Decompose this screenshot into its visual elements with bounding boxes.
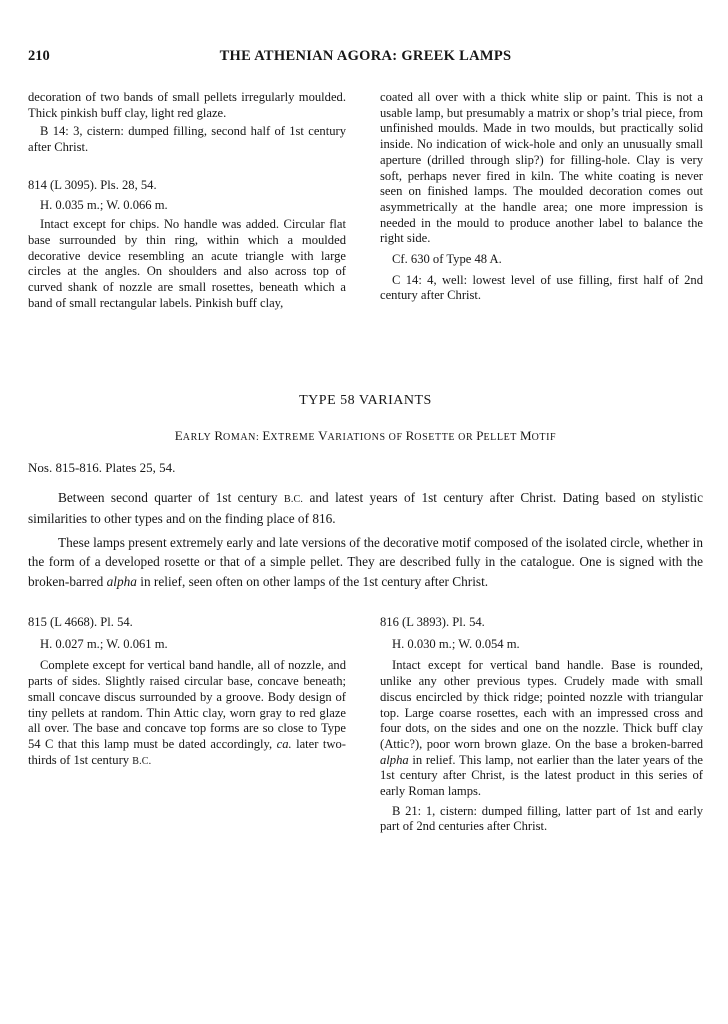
intro-text: in relief, seen often on other lamps of the 1st century after Christ.	[136, 573, 489, 589]
intro-text: and latest years of 1st century after Christ. Dating based on stylistic similarities to other types and on the finding place of 816.	[28, 490, 703, 527]
entry-815-title: 815 (L 4668). Pl. 54.	[28, 615, 133, 629]
bc-abbrev: B.C.	[283, 494, 304, 505]
context-814-prev: B 14: 3, cistern: dumped filling, second half of 1st century after Christ.	[28, 124, 346, 155]
entry-815	[28, 615, 346, 769]
description-text: in relief. This lamp, not earlier than the later years of the 1st century after Christ, is the latest product in this series of early Roman lamps.	[380, 752, 703, 799]
entry-816-context: B 21: 1, cistern: dumped filling, latter part of 1st and early part of 2nd centuries after Christ.	[380, 803, 703, 834]
entry-815-dimensions: H. 0.027 m.; W. 0.061 m.	[40, 636, 168, 651]
entry-814-dimensions: H. 0.035 m.; W. 0.066 m.	[40, 197, 168, 212]
alpha-word: alpha	[380, 752, 409, 767]
subtitle-word: EXTREME	[262, 428, 316, 443]
description-text: Intact except for vertical band handle. Base is rounded, unlike any other previous types. Crudely made with small discus encircled by thick ridge; pointed nozzle with triangular top. Large coarse rosettes, each with an impressed cross and four dots, on the sides and one on the nozzle. Thick buff clay (Attic?), poor worn brown glaze. On the base a broken-barred	[380, 658, 703, 751]
intro-paragraph-1	[28, 488, 703, 529]
top-left-column	[28, 90, 346, 311]
entry-816-description	[380, 658, 703, 799]
entry-816-dimensions: H. 0.030 m.; W. 0.054 m.	[392, 636, 520, 651]
alpha-word: alpha	[106, 573, 137, 589]
subtitle-word: ROMAN:	[214, 428, 260, 443]
nos-line: Nos. 815-816. Plates 25, 54.	[28, 460, 176, 475]
continued-text: decoration of two bands of small pellets irregularly moulded. Thick pinkish buff clay, light red glaze.	[28, 90, 346, 120]
description-text: later two-thirds of 1st century	[28, 736, 346, 767]
intro-text: Between second quarter of 1st century	[58, 490, 284, 505]
entry-816-title: 816 (L 3893). Pl. 54.	[380, 615, 485, 629]
subtitle-word: VARIATIONS	[318, 428, 386, 443]
entry-816	[380, 615, 703, 835]
subtitle-word: MOTIF	[520, 428, 557, 443]
intro-text: These lamps present extremely early and late versions of the decorative motif composed of the isolated circle, whether in the form of a developed rosette or that of a simple pellet. They are described fully in the catalogue. One is signed with the broken-barred	[28, 534, 703, 589]
section-subtitle	[28, 428, 703, 444]
section-title: TYPE 58 VARIANTS	[299, 393, 432, 408]
entry-814-title: 814 (L 3095). Pls. 28, 54.	[28, 177, 157, 192]
entry-814-cf: Cf. 630 of Type 48 A.	[392, 252, 502, 267]
description-text: Complete except for vertical band handle, all of nozzle, and parts of sides. Slightly raised circular base, concave beneath; small concave discus surrounded by a groove. Body design of tiny pellets at random. Thin Attic clay, worn gray to red glaze all over. The base and concave top forms are so close to Type 54 C that this lamp must be dated accordingly,	[28, 658, 346, 751]
subtitle-word: OF	[388, 432, 403, 443]
intro-paragraph-2	[28, 533, 703, 591]
ca-word: ca.	[276, 736, 292, 751]
top-right-column	[380, 90, 703, 304]
page-number: 210	[28, 48, 50, 64]
running-title: THE ATHENIAN AGORA: GREEK LAMPS	[219, 48, 512, 64]
section-intro	[28, 488, 703, 591]
entry-815-description	[28, 658, 346, 769]
subtitle-word: PELLET	[476, 428, 517, 443]
entry-814-context: C 14: 4, well: lowest level of use filling, first half of 2nd century after Christ.	[380, 272, 703, 303]
subtitle-word: OR	[458, 432, 474, 443]
entry-814-description-cont: coated all over with a thick white slip or paint. This is not a usable lamp, but presumably a matrix or shop’s trial piece, from unfinished moulds. Made in two moulds, but practically solid inside. No indication of wick-hole and only an unusually small aperture (drilled through slip?) for filling-hole. Clay is very soft, perhaps never fired in kiln. The white coating is never seen on finished lamps. The moulded decoration comes out asymmetrically at the handle area; one more impression is needed in the mould to produce another label to balance the right side.	[380, 90, 703, 246]
subtitle-word: ROSETTE	[405, 428, 456, 443]
subtitle-word: EARLY	[174, 428, 212, 443]
page-header	[28, 48, 703, 68]
entry-814-description: Intact except for chips. No handle was added. Circular flat base surrounded by thin ring, within which a moulded decorative device resembling an acute triangle with large circles at the angles. On shoulders and also across top of curved shank of nozzle are small rosettes, beneath which a band of small rectangular labels. Pinkish buff clay,	[28, 217, 346, 310]
bc-abbrev: B.C.	[132, 755, 152, 767]
